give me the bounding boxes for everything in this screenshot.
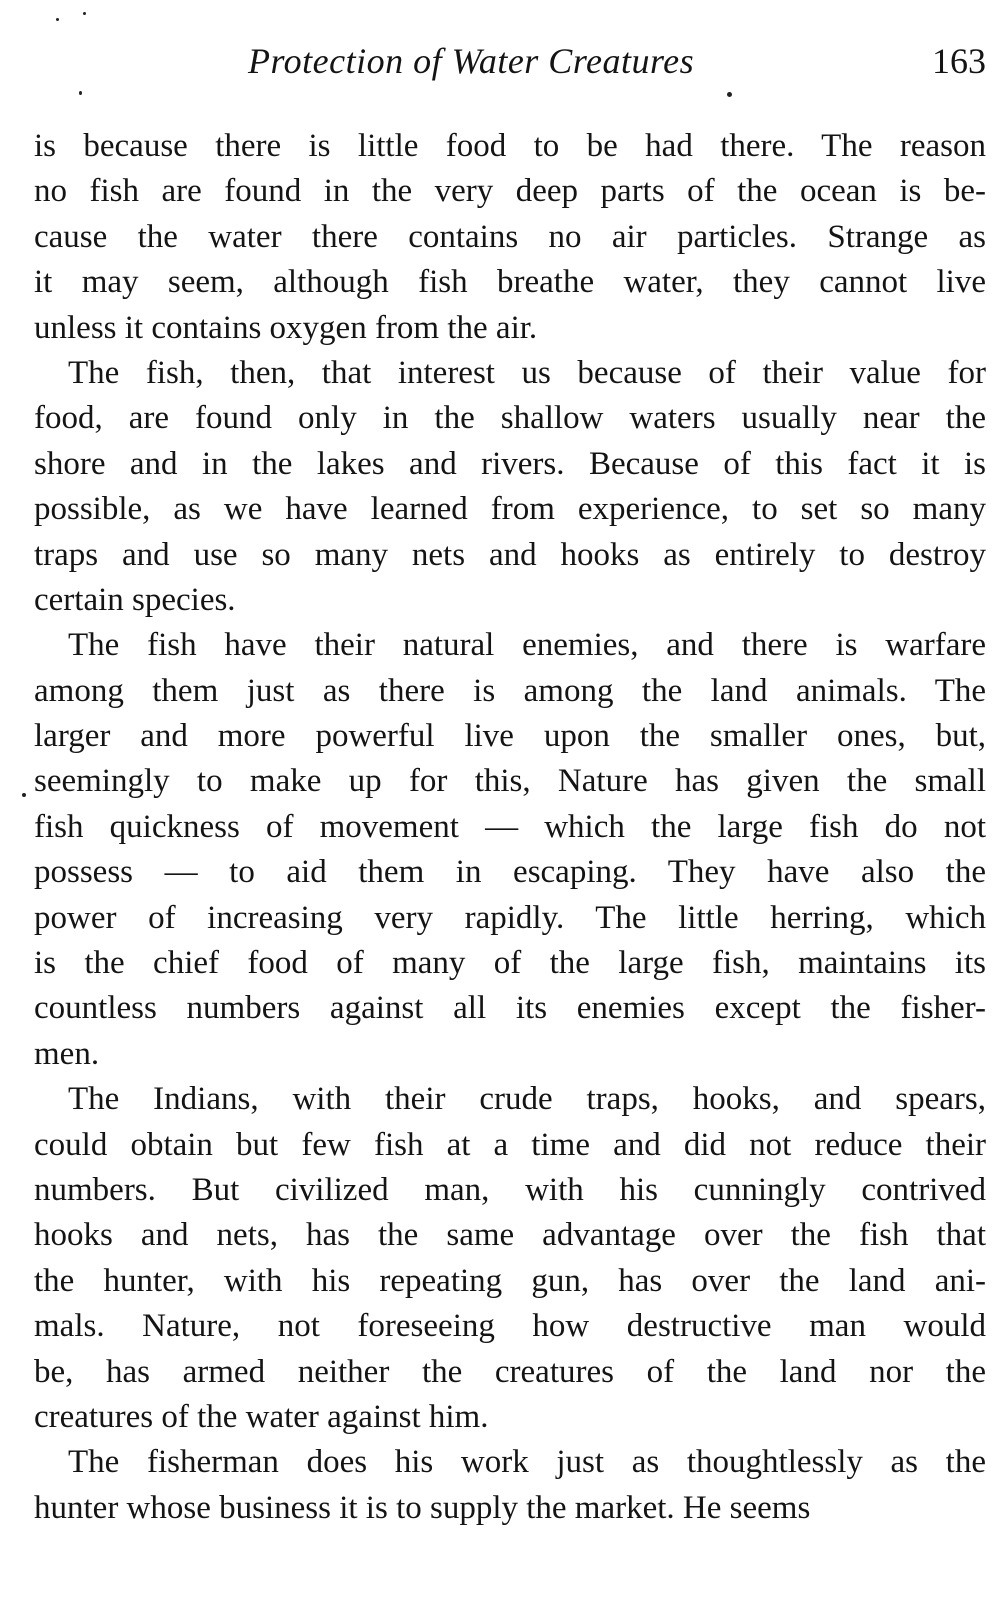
text-line: creatures of the water against him. bbox=[34, 1398, 489, 1435]
text-line: hooks and nets, has the same advantage over the fish that bbox=[34, 1217, 986, 1254]
text-line: The fish, then, that interest us because of their value for bbox=[68, 354, 986, 391]
scan-speck bbox=[56, 18, 59, 21]
scan-speck bbox=[22, 793, 26, 797]
paragraph bbox=[34, 1440, 986, 1531]
text-line: The Indians, with their crude traps, hooks, and spears, bbox=[68, 1081, 986, 1118]
paragraph bbox=[34, 623, 986, 1077]
paragraph bbox=[34, 124, 986, 351]
text-line: be, has armed neither the creatures of the land nor the bbox=[34, 1353, 986, 1390]
text-line: The fisherman does his work just as thoughtlessly as the bbox=[68, 1444, 986, 1481]
text-line: fish quickness of movement — which the large fish do not bbox=[34, 808, 986, 845]
text-line: countless numbers against all its enemies except the fisher- bbox=[34, 990, 986, 1027]
body-text bbox=[34, 124, 986, 1531]
page-header bbox=[34, 40, 986, 90]
paragraph bbox=[34, 351, 986, 623]
text-line: unless it contains oxygen from the air. bbox=[34, 309, 538, 346]
text-line: could obtain but few fish at a time and did not reduce their bbox=[34, 1126, 986, 1163]
text-line: seemingly to make up for this, Nature has given the small bbox=[34, 763, 986, 800]
text-line: men. bbox=[34, 1035, 100, 1072]
text-line: cause the water there contains no air particles. Strange as bbox=[34, 218, 986, 255]
scan-speck bbox=[83, 12, 86, 15]
text-line: traps and use so many nets and hooks as entirely to destroy bbox=[34, 536, 986, 573]
scan-speck bbox=[727, 92, 732, 97]
text-line: numbers. But civilized man, with his cunningly contrived bbox=[34, 1171, 986, 1208]
paragraph bbox=[34, 1077, 986, 1440]
page-number: 163 bbox=[932, 41, 986, 81]
text-line: food, are found only in the shallow waters usually near the bbox=[34, 400, 986, 437]
text-line: shore and in the lakes and rivers. Because of this fact it is bbox=[34, 445, 986, 482]
text-line: the hunter, with his repeating gun, has over the land ani- bbox=[34, 1262, 986, 1299]
text-line: hunter whose business it is to supply the market. He seems bbox=[34, 1489, 811, 1526]
text-line: no fish are found in the very deep parts of the ocean is be- bbox=[34, 173, 986, 210]
text-line: mals. Nature, not foreseeing how destructive man would bbox=[34, 1308, 986, 1345]
text-line: among them just as there is among the land animals. The bbox=[34, 672, 986, 709]
text-line: certain species. bbox=[34, 581, 236, 618]
text-line: is because there is little food to be had there. The reason bbox=[34, 128, 986, 164]
text-line: is the chief food of many of the large fish, maintains its bbox=[34, 945, 986, 982]
scan-speck bbox=[79, 91, 82, 95]
text-line: possible, as we have learned from experience, to set so many bbox=[34, 491, 986, 528]
text-line: possess — to aid them in escaping. They have also the bbox=[34, 854, 986, 891]
text-line: power of increasing very rapidly. The little herring, which bbox=[34, 899, 986, 936]
text-line: The fish have their natural enemies, and there is warfare bbox=[68, 627, 986, 664]
text-line: larger and more powerful live upon the smaller ones, but, bbox=[34, 718, 986, 755]
running-head: Protection of Water Creatures bbox=[248, 41, 695, 81]
text-line: it may seem, although fish breathe water, they cannot live bbox=[34, 264, 986, 301]
